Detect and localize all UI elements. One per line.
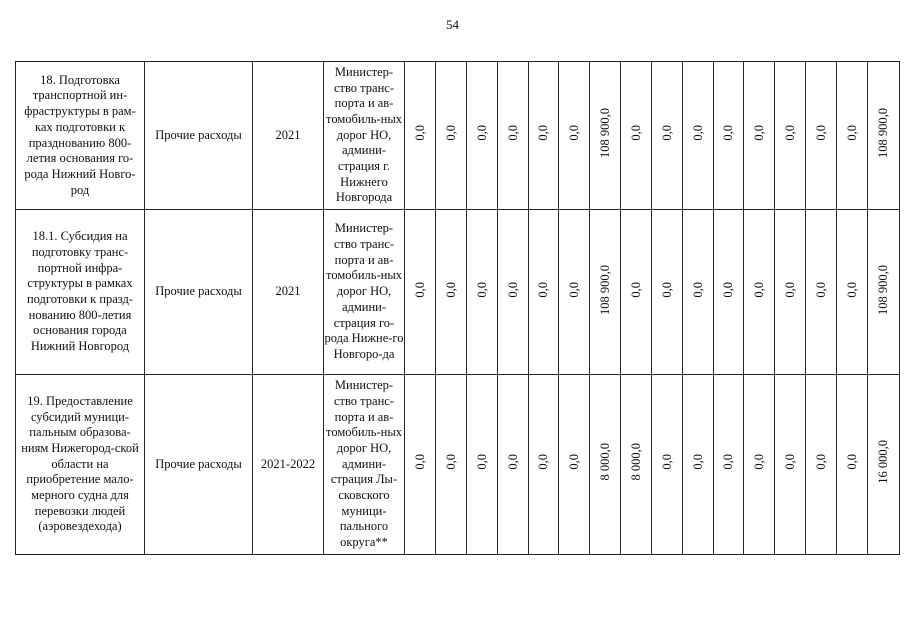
value: 0,0	[659, 454, 674, 470]
value: 0,0	[844, 281, 859, 298]
value-cell	[590, 62, 621, 210]
value-cell	[559, 62, 590, 210]
value: 0,0	[751, 125, 766, 141]
total-value: 108 900,0	[876, 264, 890, 315]
value-cell	[652, 62, 683, 210]
executor: Министер-ство транс-порта и ав-томобиль-ных дорог НО, админи-страция го-рода Нижне-го Новгоро-да	[324, 210, 405, 375]
total-cell	[868, 375, 900, 555]
value: 0,0	[659, 125, 674, 141]
value: 0,0	[536, 281, 550, 298]
program-item-name: 19. Предоставление субсидий муници-пальным образова-ниям Нижегород-ской области на приобретение мало-мерного судна для перевозки людей (аэровездехода)	[16, 375, 145, 555]
value: 0,0	[659, 281, 674, 298]
period: 2021	[253, 62, 324, 210]
value: 0,0	[412, 281, 427, 298]
value-cell	[590, 210, 621, 375]
period: 2021	[253, 210, 324, 375]
value: 0,0	[443, 125, 458, 141]
value-cell	[714, 375, 744, 555]
value: 0,0	[782, 125, 797, 141]
value-cell	[498, 375, 529, 555]
value-cell	[436, 62, 467, 210]
total-value: 108 900,0	[876, 108, 890, 159]
value: 0,0	[844, 454, 859, 470]
value: 0,0	[813, 125, 828, 141]
budget-table	[15, 61, 900, 555]
value-cell	[559, 210, 590, 375]
value: 0,0	[474, 454, 489, 470]
executor: Министер-ство транс-порта и ав-томобиль-ных дорог НО, админи-страция Лы-сковского муници-пального округа**	[324, 375, 405, 555]
value-cell	[467, 62, 498, 210]
executor: Министер-ство транс-порта и ав-томобиль-ных дорог НО, админи-страция г. Нижнего Новгорода	[324, 62, 405, 210]
value: 0,0	[536, 125, 550, 141]
expense-type: Прочие расходы	[145, 375, 253, 555]
value-cell	[837, 375, 868, 555]
value: 0,0	[443, 454, 458, 470]
value-cell	[744, 375, 775, 555]
value-cell	[837, 210, 868, 375]
value-cell	[806, 375, 837, 555]
value-cell	[621, 62, 652, 210]
value-cell	[529, 210, 559, 375]
value-cell	[529, 62, 559, 210]
value: 0,0	[628, 281, 643, 298]
value-cell	[806, 62, 837, 210]
page-number: 54	[446, 17, 459, 32]
value: 0,0	[505, 125, 520, 141]
total-value: 16 000,0	[876, 440, 890, 485]
value-cell	[744, 210, 775, 375]
value: 0,0	[412, 454, 427, 470]
value-cell	[652, 375, 683, 555]
value: 0,0	[813, 454, 828, 470]
value-cell	[806, 210, 837, 375]
value-cell	[683, 210, 714, 375]
value: 0,0	[412, 125, 427, 141]
value-cell	[529, 375, 559, 555]
table-row	[16, 62, 900, 210]
value: 0,0	[844, 125, 859, 141]
value: 0,0	[566, 454, 581, 470]
value: 0,0	[566, 125, 581, 141]
value: 8 000,0	[628, 443, 643, 481]
value: 108 900,0	[597, 264, 612, 315]
value-cell	[590, 375, 621, 555]
value: 0,0	[536, 454, 550, 470]
expense-type: Прочие расходы	[145, 62, 253, 210]
value: 0,0	[782, 454, 797, 470]
value: 0,0	[628, 125, 643, 141]
value: 0,0	[690, 281, 705, 298]
value: 0,0	[813, 281, 828, 298]
value-cell	[652, 210, 683, 375]
table-row	[16, 375, 900, 555]
value-cell	[467, 210, 498, 375]
program-item-name: 18. Подготовка транспортной ин-фраструктуры в рам-ках подготовки к празднованию 800-летия основания го-рода Нижний Новго-род	[16, 62, 145, 210]
value-cell	[436, 375, 467, 555]
value: 0,0	[690, 454, 705, 470]
value-cell	[775, 375, 806, 555]
value: 0,0	[721, 454, 735, 470]
value-cell	[837, 62, 868, 210]
value: 8 000,0	[597, 443, 612, 481]
value-cell	[498, 62, 529, 210]
value: 0,0	[782, 281, 797, 298]
value-cell	[621, 210, 652, 375]
value: 108 900,0	[597, 108, 612, 159]
value-cell	[744, 62, 775, 210]
expense-type: Прочие расходы	[145, 210, 253, 375]
value: 0,0	[751, 281, 766, 298]
value-cell	[436, 210, 467, 375]
value-cell	[405, 375, 436, 555]
value-cell	[683, 375, 714, 555]
value-cell	[498, 210, 529, 375]
value: 0,0	[721, 125, 735, 141]
value-cell	[683, 62, 714, 210]
table-row	[16, 210, 900, 375]
value: 0,0	[566, 281, 581, 298]
period: 2021-2022	[253, 375, 324, 555]
value-cell	[467, 375, 498, 555]
value: 0,0	[474, 125, 489, 141]
value-cell	[775, 62, 806, 210]
value: 0,0	[443, 281, 458, 298]
value: 0,0	[690, 125, 705, 141]
value: 0,0	[474, 281, 489, 298]
value-cell	[405, 62, 436, 210]
value: 0,0	[505, 454, 520, 470]
program-item-name: 18.1. Субсидия на подготовку транс-портной инфра-структуры в рамках подготовки к празд-нованию 800-летия основания города Нижний Новгород	[16, 210, 145, 375]
value-cell	[621, 375, 652, 555]
value-cell	[714, 210, 744, 375]
value: 0,0	[721, 281, 735, 298]
value: 0,0	[751, 454, 766, 470]
value-cell	[405, 210, 436, 375]
value-cell	[775, 210, 806, 375]
value: 0,0	[505, 281, 520, 298]
total-cell	[868, 62, 900, 210]
total-cell	[868, 210, 900, 375]
value-cell	[559, 375, 590, 555]
value-cell	[714, 62, 744, 210]
